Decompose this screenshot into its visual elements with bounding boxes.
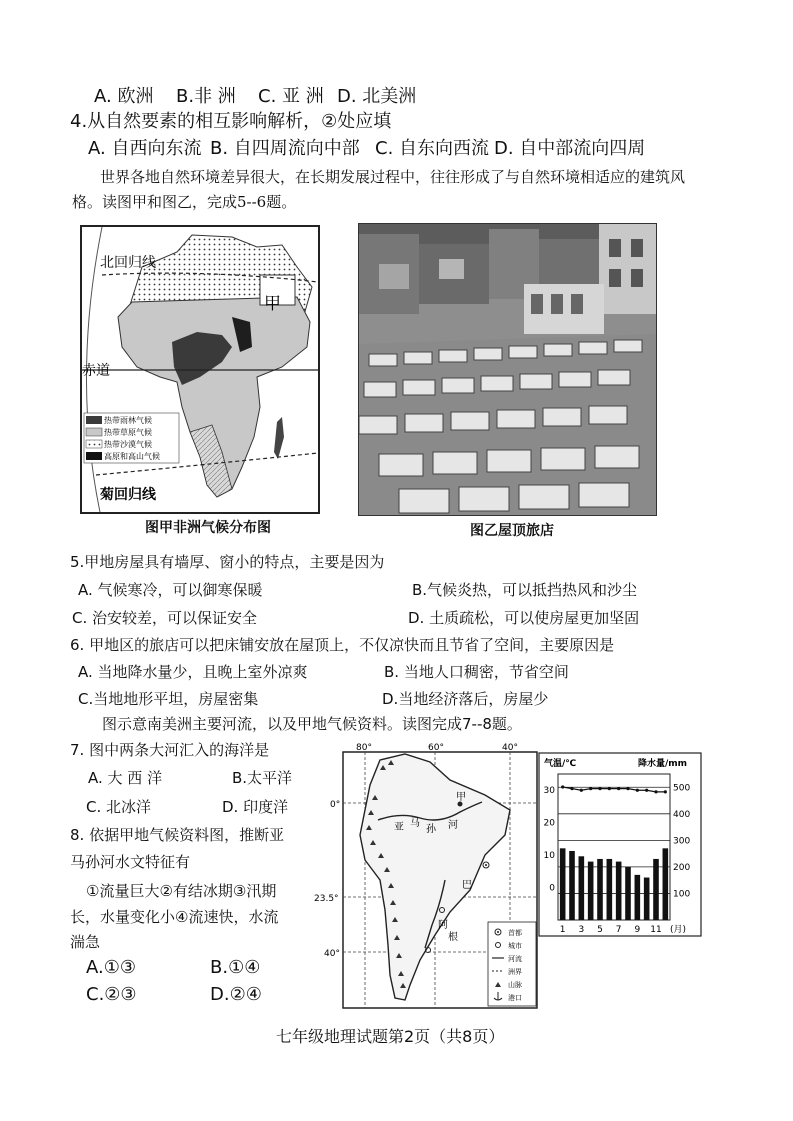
q7-option-b: B.太平洋 bbox=[232, 769, 293, 787]
climate-chart-svg bbox=[538, 752, 702, 937]
legend-desert: 热带沙漠气候 bbox=[104, 440, 152, 449]
temperature-point bbox=[598, 787, 601, 790]
figure-a-caption: 图甲非洲气候分布图 bbox=[145, 520, 271, 536]
lat-label-40: 40° bbox=[324, 949, 340, 959]
q6-stem: 6. 甲地区的旅店可以把床铺安放在屋顶上，不仅凉快而且节省了空间，主要原因是 bbox=[70, 636, 615, 654]
q6-option-c: C.当地地形平坦，房屋密集 bbox=[78, 690, 259, 708]
legend-river: 河流 bbox=[508, 955, 522, 963]
q7-option-c: C. 北冰洋 bbox=[86, 798, 152, 816]
sa-map-legend bbox=[488, 922, 536, 1006]
river-label-ya: 亚 bbox=[394, 822, 404, 833]
precip-bar bbox=[616, 862, 622, 920]
map-label-ba: 巴 bbox=[462, 880, 472, 891]
temperature-point bbox=[608, 787, 611, 790]
q8-option-b: B.①④ bbox=[210, 957, 261, 978]
chart-right-tick-label: 500 bbox=[673, 783, 691, 794]
precip-bar bbox=[653, 859, 659, 920]
chart-x-tick-label: 5 bbox=[597, 925, 603, 935]
q8-option-a: A.①③ bbox=[86, 957, 136, 978]
precip-bar bbox=[588, 862, 594, 920]
river-label-sun: 孙 bbox=[426, 824, 436, 835]
lon-label-40: 40° bbox=[502, 743, 518, 753]
chart-right-axis-title: 降水量/mm bbox=[638, 759, 688, 769]
legend-highland: 高原和高山气候 bbox=[104, 452, 160, 461]
q8-items-line1: ①流量巨大②有结冰期③汛期 bbox=[86, 882, 277, 900]
river-label-ma: 马 bbox=[410, 818, 420, 829]
intro-7-8: 图示意南美洲主要河流，以及甲地气候资料。读图完成7--8题。 bbox=[102, 715, 522, 733]
precip-bar bbox=[579, 856, 585, 920]
chart-right-tick-label: 200 bbox=[673, 862, 691, 873]
chart-left-axis-title: 气温/℃ bbox=[544, 759, 577, 769]
chart-right-tick-label: 400 bbox=[673, 809, 691, 820]
lat-label-0: 0° bbox=[330, 800, 341, 810]
precip-bar bbox=[635, 875, 641, 920]
q8-items-line3: 湍急 bbox=[70, 933, 101, 951]
precip-bar bbox=[560, 848, 566, 920]
q3-option-b: B.非 洲 bbox=[176, 86, 236, 107]
temperature-point bbox=[561, 785, 564, 788]
q7-stem: 7. 图中两条大河汇入的海洋是 bbox=[70, 741, 270, 759]
chart-right-tick-label: 300 bbox=[673, 836, 691, 847]
legend-savanna: 热带草原气候 bbox=[104, 428, 152, 437]
sa-map-svg bbox=[310, 740, 540, 1010]
chart-left-tick-label: 10 bbox=[543, 851, 555, 862]
q8-stem-line2: 马孙河水文特征有 bbox=[70, 853, 191, 871]
label-tropic-north: 北回归线 bbox=[100, 255, 156, 271]
chart-x-tick-label: 9 bbox=[634, 925, 641, 935]
temperature-point bbox=[589, 787, 592, 790]
q6-option-b: B. 当地人口稠密，节省空间 bbox=[384, 663, 569, 681]
label-tropic-south: 菊回归线 bbox=[100, 487, 156, 503]
q4-option-a: A. 自西向东流 bbox=[88, 138, 202, 159]
precip-bar bbox=[607, 859, 613, 920]
q5-option-b: B.气候炎热，可以抵挡热风和沙尘 bbox=[412, 581, 638, 599]
q4-stem: 4.从自然要素的相互影响解析，②处应填 bbox=[70, 111, 392, 132]
legend-port: 港口 bbox=[508, 994, 522, 1002]
temperature-point bbox=[626, 787, 629, 790]
chart-x-tick-label: 11 bbox=[650, 925, 662, 935]
legend-city: 城市 bbox=[508, 942, 522, 950]
chart-left-tick-label: 20 bbox=[543, 818, 555, 829]
chart-left-tick-label: 30 bbox=[543, 786, 555, 797]
q5-stem: 5.甲地房屋具有墙厚、窗小的特点，主要是因为 bbox=[70, 553, 385, 571]
temperature-point bbox=[664, 790, 667, 793]
precip-bar bbox=[644, 878, 650, 920]
chart-left-tick-label: 0 bbox=[549, 883, 555, 894]
lon-label-60: 60° bbox=[428, 743, 444, 753]
precip-bar bbox=[597, 859, 603, 920]
intro-5-6-line2: 格。读图甲和图乙，完成5--6题。 bbox=[72, 193, 297, 211]
q8-option-d: D.②④ bbox=[210, 984, 262, 1005]
q8-stem-line1: 8. 依据甲地气候资料图，推断亚 bbox=[70, 826, 285, 844]
precip-bar bbox=[569, 851, 575, 920]
q4-option-d: D. 自中部流向四周 bbox=[494, 138, 646, 159]
rooftop-hotel-photo bbox=[358, 223, 657, 516]
q5-option-c: C. 治安较差，可以保证安全 bbox=[72, 609, 258, 627]
legend-capital: 首都 bbox=[508, 929, 522, 937]
precip-bar bbox=[663, 848, 669, 920]
lon-label-80: 80° bbox=[356, 743, 372, 753]
river-label-he: 河 bbox=[448, 820, 458, 831]
lat-label-23-5: 23.5° bbox=[314, 894, 339, 904]
q5-option-d: D. 土质疏松，可以使房屋更加坚固 bbox=[408, 609, 640, 627]
q4-option-b: B. 自四周流向中部 bbox=[210, 138, 360, 159]
q3-option-a: A. 欧洲 bbox=[94, 86, 154, 107]
q6-option-d: D.当地经济落后，房屋少 bbox=[382, 690, 549, 708]
chart-x-tick-label: 3 bbox=[578, 925, 585, 935]
temperature-point bbox=[636, 789, 639, 792]
temperature-point bbox=[654, 790, 657, 793]
q3-option-d: D. 北美洲 bbox=[337, 86, 417, 107]
africa-climate-map bbox=[80, 225, 320, 514]
chart-x-tick-label: 7 bbox=[615, 925, 622, 935]
chart-x-tick-label: 1 bbox=[559, 925, 566, 935]
intro-5-6-line1: 世界各地自然环境差异很大，在长期发展过程中，往往形成了与自然环境相适应的建筑风 bbox=[100, 168, 686, 186]
q7-option-a: A. 大 西 洋 bbox=[88, 769, 163, 787]
figure-b-caption: 图乙屋顶旅店 bbox=[470, 523, 554, 539]
chart-x-tick-label: (月) bbox=[669, 925, 687, 935]
q8-option-c: C.②③ bbox=[86, 984, 137, 1005]
label-jia: 甲 bbox=[264, 294, 281, 314]
climate-chart bbox=[538, 752, 702, 937]
precip-bar bbox=[625, 867, 631, 920]
map-label-gen: 根 bbox=[448, 932, 458, 943]
temperature-point bbox=[617, 787, 620, 790]
map-label-jia: 甲 bbox=[456, 792, 466, 803]
temperature-point bbox=[645, 789, 648, 792]
legend-mountain: 山脉 bbox=[508, 981, 522, 989]
q3-option-c: C. 亚 洲 bbox=[258, 86, 324, 107]
temperature-point bbox=[570, 787, 573, 790]
rooftop-photo-svg bbox=[359, 224, 656, 515]
q5-option-a: A. 气候寒冷，可以御寒保暖 bbox=[78, 581, 263, 599]
south-america-map bbox=[310, 740, 540, 1010]
map-label-a: 阿 bbox=[438, 920, 448, 931]
q8-items-line2: 长，水量变化小④流速快，水流 bbox=[70, 908, 279, 926]
temperature-point bbox=[580, 789, 583, 792]
chart-right-tick-label: 100 bbox=[673, 889, 691, 900]
africa-map-svg bbox=[82, 227, 318, 512]
q7-option-d: D. 印度洋 bbox=[222, 798, 289, 816]
q4-option-c: C. 自东向西流 bbox=[375, 138, 490, 159]
africa-map-legend bbox=[84, 413, 179, 463]
legend-rainforest: 热带雨林气候 bbox=[104, 416, 152, 425]
q6-option-a: A. 当地降水量少，且晚上室外凉爽 bbox=[78, 663, 308, 681]
page-footer: 七年级地理试题第2页（共8页） bbox=[276, 1027, 505, 1046]
label-equator: 赤道 bbox=[82, 363, 110, 379]
legend-boundary: 洲界 bbox=[508, 968, 522, 976]
